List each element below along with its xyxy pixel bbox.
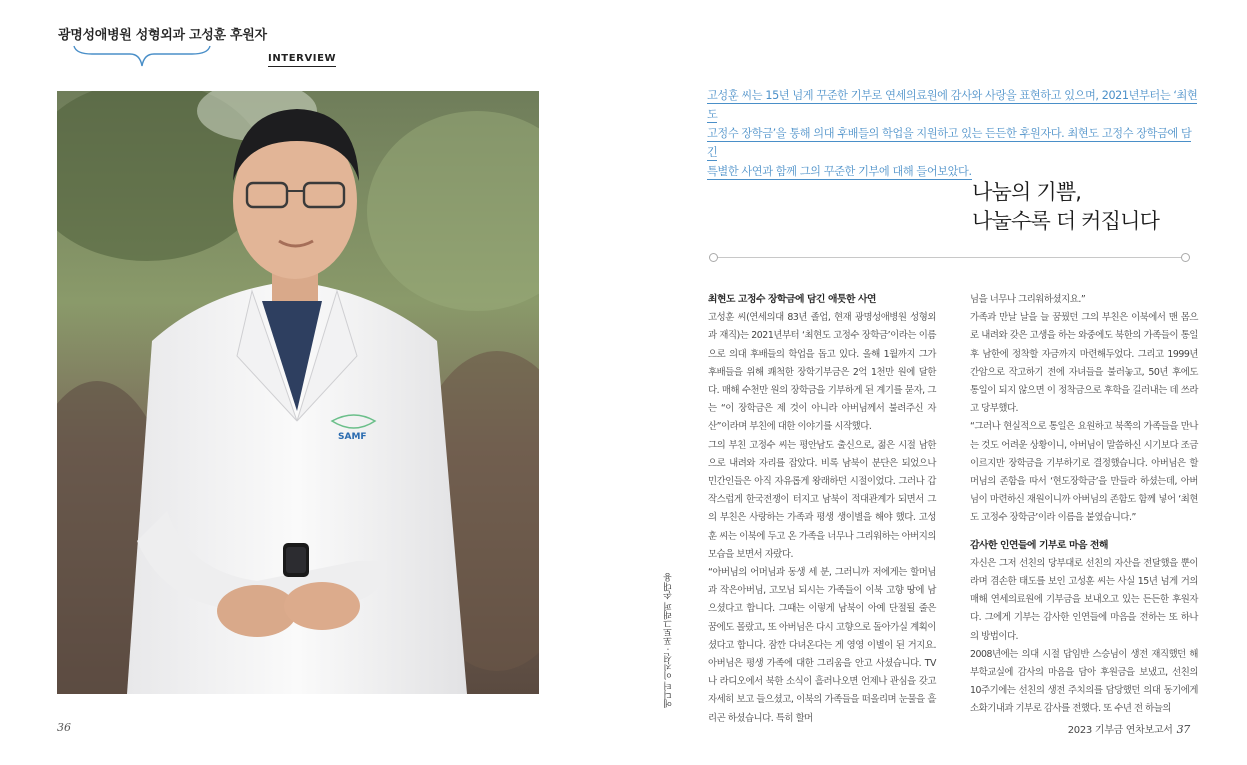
intro-line: 고정수 장학금’을 통해 의대 후배들의 학업을 지원하고 있는 든든한 후원자다. 최현도 고정수 장학금에 담긴 [707,127,1192,159]
paragraph: “아버님의 어머님과 동생 세 분, 그러니까 저에게는 할머님과 작은아버님, 고모님 되시는 가족들이 이북 고향 땅에 남으셨다고 합니다. 그때는 이렇게 남북이 아예 단절될 줄은 꿈에도 몰랐고, 또 아버님은 다시 고향으로 돌아가실 계획이셨다고 합니다. 잠깐 다녀온다는 게 영영 이별이 된 거지요. 아버님은 평생 가족에 대한 그리움을 안고 사셨습니다. TV나 라디오에서 북한 소식이 흘러나오면 언제나 관심을 갖고 자세히 보고 들으셨고, 이북의 가족들을 떠올리며 눈물을 흘리곤 하셨습니다. 특히 할머 [708,567,936,724]
paragraph: 자신은 그저 선친의 당부대로 선친의 자산을 전달했을 뿐이라며 겸손한 태도를 보인 고성훈 씨는 사실 15년 넘게 거의 매해 연세의료원에 기부금을 보내오고 있는 든든한 후원자다. 그에게 기부는 감사한 인연들에 마음을 전하는 또 하나의 방법이다. [970,557,1198,642]
paragraph: “그러나 현실적으로 통일은 요원하고 북쪽의 가족들을 만나는 것도 어려운 상황이니, 아버님이 말씀하신 시기보다 조금 이르지만 장학금을 기부하기로 결정했습니다. 아버님은 할머님의 존함을 따서 ‘현도장학금’을 만들라 하셨는데, 아버님이 마련하신 재원이니까 아버님의 존함도 함께 넣어 ‘최현도 고정수 장학금’이라 이름을 붙였습니다.” [970,421,1198,524]
headline-line-2: 나눌수록 더 커집니다 [972,209,1160,233]
divider-dot-right [1181,253,1190,262]
divider-line [714,257,1185,258]
portrait-photo [57,91,539,694]
curly-brace-decoration [72,44,212,70]
headline-line-1: 나눔의 기쁨, [972,180,1082,204]
divider-dot-left [709,253,718,262]
article-column-2 [970,291,1198,719]
intro-paragraph [707,86,1199,181]
photo-credit: 에디터 이진선 · 포토그래퍼 손대용 [664,573,674,708]
subhead: 최현도 고정수 장학금에 담긴 애틋한 사연 [708,294,877,305]
article-headline [972,178,1159,236]
subhead: 감사한 인연들에 기부로 마음 전해 [970,539,1109,551]
article-header-title: 광명성애병원 성형외과 고성훈 후원자 [58,28,267,43]
coat-logo-text: SAMF [338,432,367,442]
paragraph: 님을 너무나 그리워하셨지요.” [970,294,1086,305]
intro-line: 특별한 사연과 함께 그의 꾸준한 기부에 대해 들어보았다. [707,165,972,178]
report-title: 2023 기부금 연차보고서 [1067,725,1173,736]
paragraph: 가족과 만날 날을 늘 꿈꿨던 그의 부친은 이북에서 맨 몸으로 내려와 갖은 고생을 하는 와중에도 북한의 가족들이 통일 후 남한에 정착할 자금까지 마련해두었다. 그리고 1999년 간암으로 작고하기 전에 자녀들을 불러놓고, 50년 후에도 통일이 되지 않으면 이 정착금으로 후학을 길러내는 데 쓰라고 당부했다. [970,312,1198,415]
paragraph: 고성훈 씨(연세의대 83년 졸업, 현재 광명성애병원 성형외과 재직)는 2021년부터 ‘최현도 고정수 장학금’이라는 이름으로 의대 후배들의 학업을 돕고 있다. 올해 1월까지 그가 후배들을 위해 쾌척한 장학기부금은 2억 1천만 원에 달한다. 매해 수천만 원의 장학금을 기부하게 된 계기를 묻자, 그는 “이 장학금은 제 것이 아니라 아버님께서 불려주신 자산”이라며 부친에 대한 이야기를 시작했다. [708,312,936,433]
page-number-right: 37 [1176,723,1190,736]
article-column-1 [708,291,936,728]
page-footer-right [1068,721,1190,736]
paragraph: 2008년에는 의대 시절 답임반 스승님이 생전 재직했던 해부학교실에 감사의 마음을 담아 후원금을 보냈고, 선친의 10주기에는 선친의 생전 주치의를 담당했던 의대 동기에게 소화기내과 기부로 감사를 전했다. 또 수년 전 하늘의 [970,648,1198,715]
paragraph: 그의 부친 고정수 씨는 평안남도 출신으로, 젊은 시절 남한으로 내려와 자리를 잡았다. 비록 남북이 분단은 되었으나 민간인들은 아직 자유롭게 왕래하던 시절이었다. 그러나 갑작스럽게 한국전쟁이 터지고 남북이 적대관계가 되면서 그의 부친은 사랑하는 가족과 평생 생이별을 해야 했다. 고성훈 씨는 이북에 두고 온 가족을 너무나 그리워하는 아버지의 모습을 보면서 자랐다. [708,439,936,560]
section-label: INTERVIEW [268,53,336,67]
intro-line: 고성훈 씨는 15년 넘게 꾸준한 기부로 연세의료원에 감사와 사랑을 표현하고 있으며, 2021년부터는 ‘최현도 [707,89,1198,121]
page-number-left: 36 [57,721,71,734]
